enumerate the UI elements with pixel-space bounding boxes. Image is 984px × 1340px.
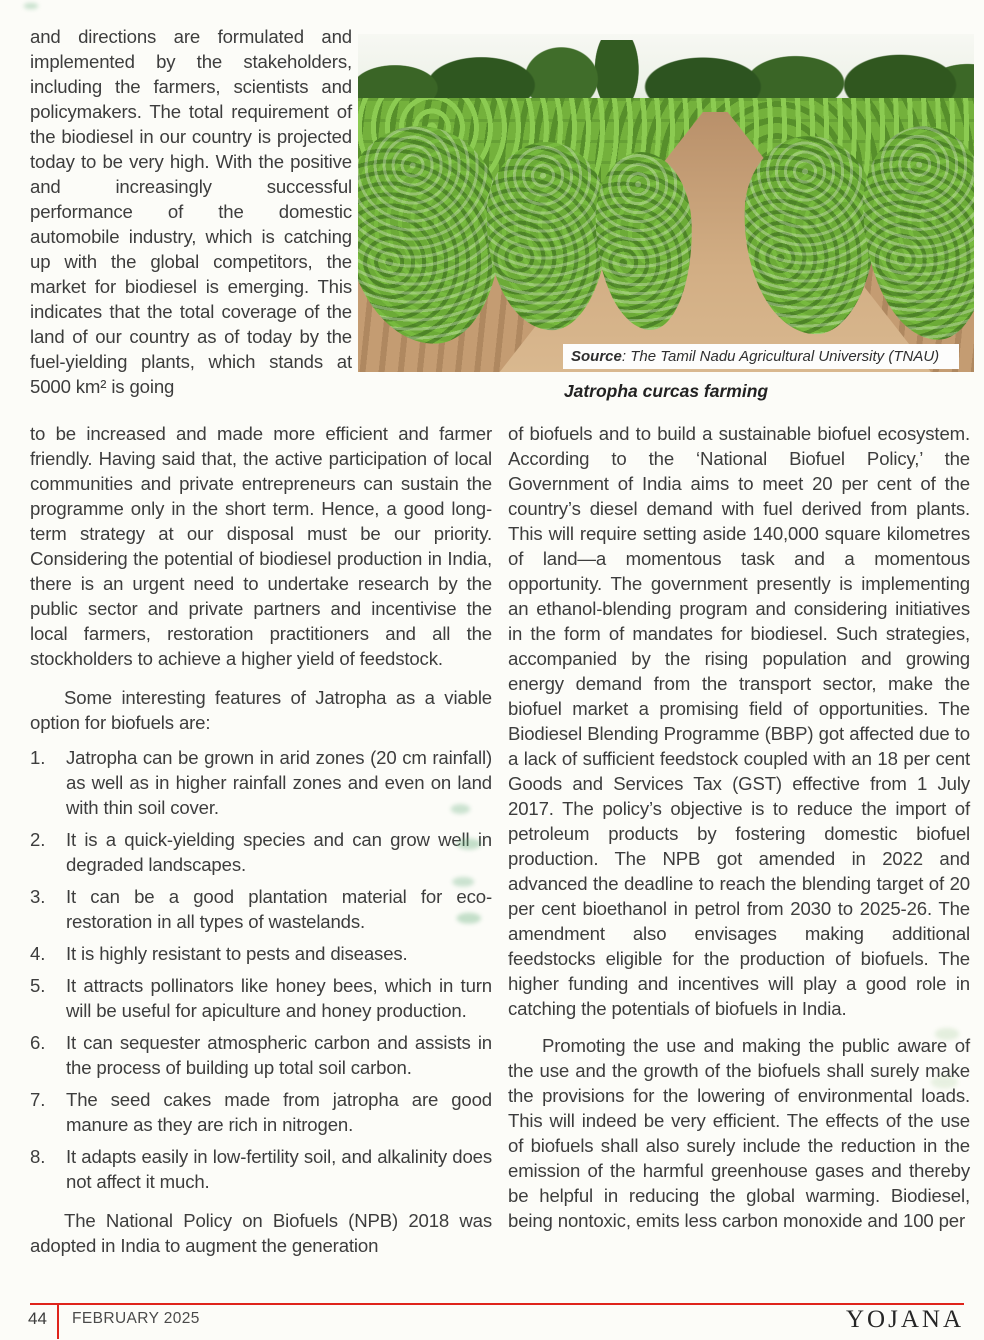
npb-paragraph: The National Policy on Biofuels (NPB) 2018 was adopted in India to augment the generation <box>30 1210 492 1256</box>
list-number: 3. <box>30 886 46 907</box>
jatropha-photo <box>358 34 974 372</box>
list-item <box>30 827 492 877</box>
article-column-right <box>508 421 970 1233</box>
right-paragraph-1: of biofuels and to build a sustainable biofuel ecosystem. According to the ‘National Biofuel Policy,’ the Government of India aims to meet 20 per cent of the country’s diesel demand with fuel derived from plants. This will require setting aside 140,000 square kilometres of land—a momentous task and a momentous opportunity. The government presently is implementing an ethanol-blending program and considering initiatives in the form of mandates for biodiesel. Such strategies, accompanied by the rising population and growing energy demand from the transport sector, make the biofuel market a promising field of opportunities. The Biodiesel Blending Programme (BBP) got affected due to a lack of sufficient feedstock coupled with an 18 per cent Goods and Services Tax (GST) effective from 1 July 2017. The policy’s objective is to reduce the import of petroleum products by fostering domestic biofuel production. The NPB got amended in 2022 and advanced the deadline to reach the blending target of 20 per cent bioethanol in petrol from 2030 to 2025-26. The amendment also envisages making additional feedstocks eligible for the production of biofuels. The higher funding and incentives will play a good role in catching the potentials of biofuels in India. <box>508 423 970 1019</box>
right-paragraph-2: Promoting the use and making the public aware of the use and the growth of the biofuels shall surely make the provisions for the lowering of environmental loads. This will indeed be very efficient. The effects of the use of biofuels shall also surely include the reduction in the emission of the harmful greenhouse gases and thereby be helpful in reducing the global warming. Biodiesel, being nontoxic, emits less carbon monoxide and 100 per <box>508 1035 970 1231</box>
photo-source-credit <box>563 344 959 369</box>
list-item-text: Jatropha can be grown in arid zones (20 cm rainfall) as well as in higher rainfall zones and even on land with thin soil cover. <box>66 747 492 818</box>
list-item-text: It can be a good plantation material for eco-restoration in all types of wastelands. <box>66 886 492 932</box>
list-number: 2. <box>30 829 46 850</box>
list-item <box>30 941 492 966</box>
intro-paragraph: and directions are formulated and implemented by the stakeholders, including the farmers, scientists and policymakers. The total requirement of the biodiesel in our country is projected today to be very high. With the positive and increasingly successful performance of the domestic automobile industry, which is catching up with the global competitors, the market for biodiesel is emerging. This indicates that the total coverage of the land of our country as of today by the fuel-yielding plants, which stands at 5000 km² is going <box>30 26 352 397</box>
list-number: 1. <box>30 747 46 768</box>
list-item-text: It attracts pollinators like honey bees, which in turn will be useful for apiculture and honey production. <box>66 975 492 1021</box>
list-item <box>30 1087 492 1137</box>
figure-caption: Jatropha curcas farming <box>563 381 769 401</box>
article-column-left <box>30 421 492 1258</box>
list-number: 4. <box>30 943 46 964</box>
source-label: Source <box>571 348 622 365</box>
feature-list <box>30 745 492 1194</box>
magazine-title: YOJANA <box>846 1306 964 1333</box>
list-item <box>30 973 492 1023</box>
list-item <box>30 1030 492 1080</box>
left-continuation-paragraph: to be increased and made more efficient and farmer friendly. Having said that, the active participation of local communities and private entrepreneurs can sustain the programme only in the short term. Hence, a good long-term strategy at our disposal must be our priority. Considering the potential of biodiesel production in India, there is an urgent need to undertake research by the public sector and private partners and incentivise the local farmers, restoration practitioners and all the stockholders to achieve a higher yield of feedstock. <box>30 423 492 669</box>
list-item-text: It adapts easily in low-fertility soil, and alkalinity does not affect it much. <box>66 1146 492 1192</box>
list-item <box>30 745 492 820</box>
list-item <box>30 884 492 934</box>
intro-column <box>30 24 352 399</box>
list-number: 6. <box>30 1032 46 1053</box>
list-item-text: It is highly resistant to pests and diseases. <box>66 943 408 964</box>
issue-date: FEBRUARY 2025 <box>72 1310 200 1327</box>
footer-divider <box>57 1303 59 1339</box>
list-item-text: It is a quick-yielding species and can grow well in degraded landscapes. <box>66 829 492 875</box>
list-number: 5. <box>30 975 46 996</box>
list-number: 8. <box>30 1146 46 1167</box>
source-text: : The Tamil Nadu Agricultural University (TNAU) <box>621 348 940 365</box>
scan-artifact <box>16 0 46 12</box>
list-item <box>30 1144 492 1194</box>
list-number: 7. <box>30 1089 46 1110</box>
list-item-text: It can sequester atmospheric carbon and assists in the process of building up total soil carbon. <box>66 1032 492 1078</box>
features-intro-paragraph: Some interesting features of Jatropha as a viable option for biofuels are: <box>30 687 492 733</box>
page-number: 44 <box>28 1309 47 1328</box>
footer-rule <box>30 1303 964 1305</box>
list-item-text: The seed cakes made from jatropha are good manure as they are rich in nitrogen. <box>66 1089 492 1135</box>
